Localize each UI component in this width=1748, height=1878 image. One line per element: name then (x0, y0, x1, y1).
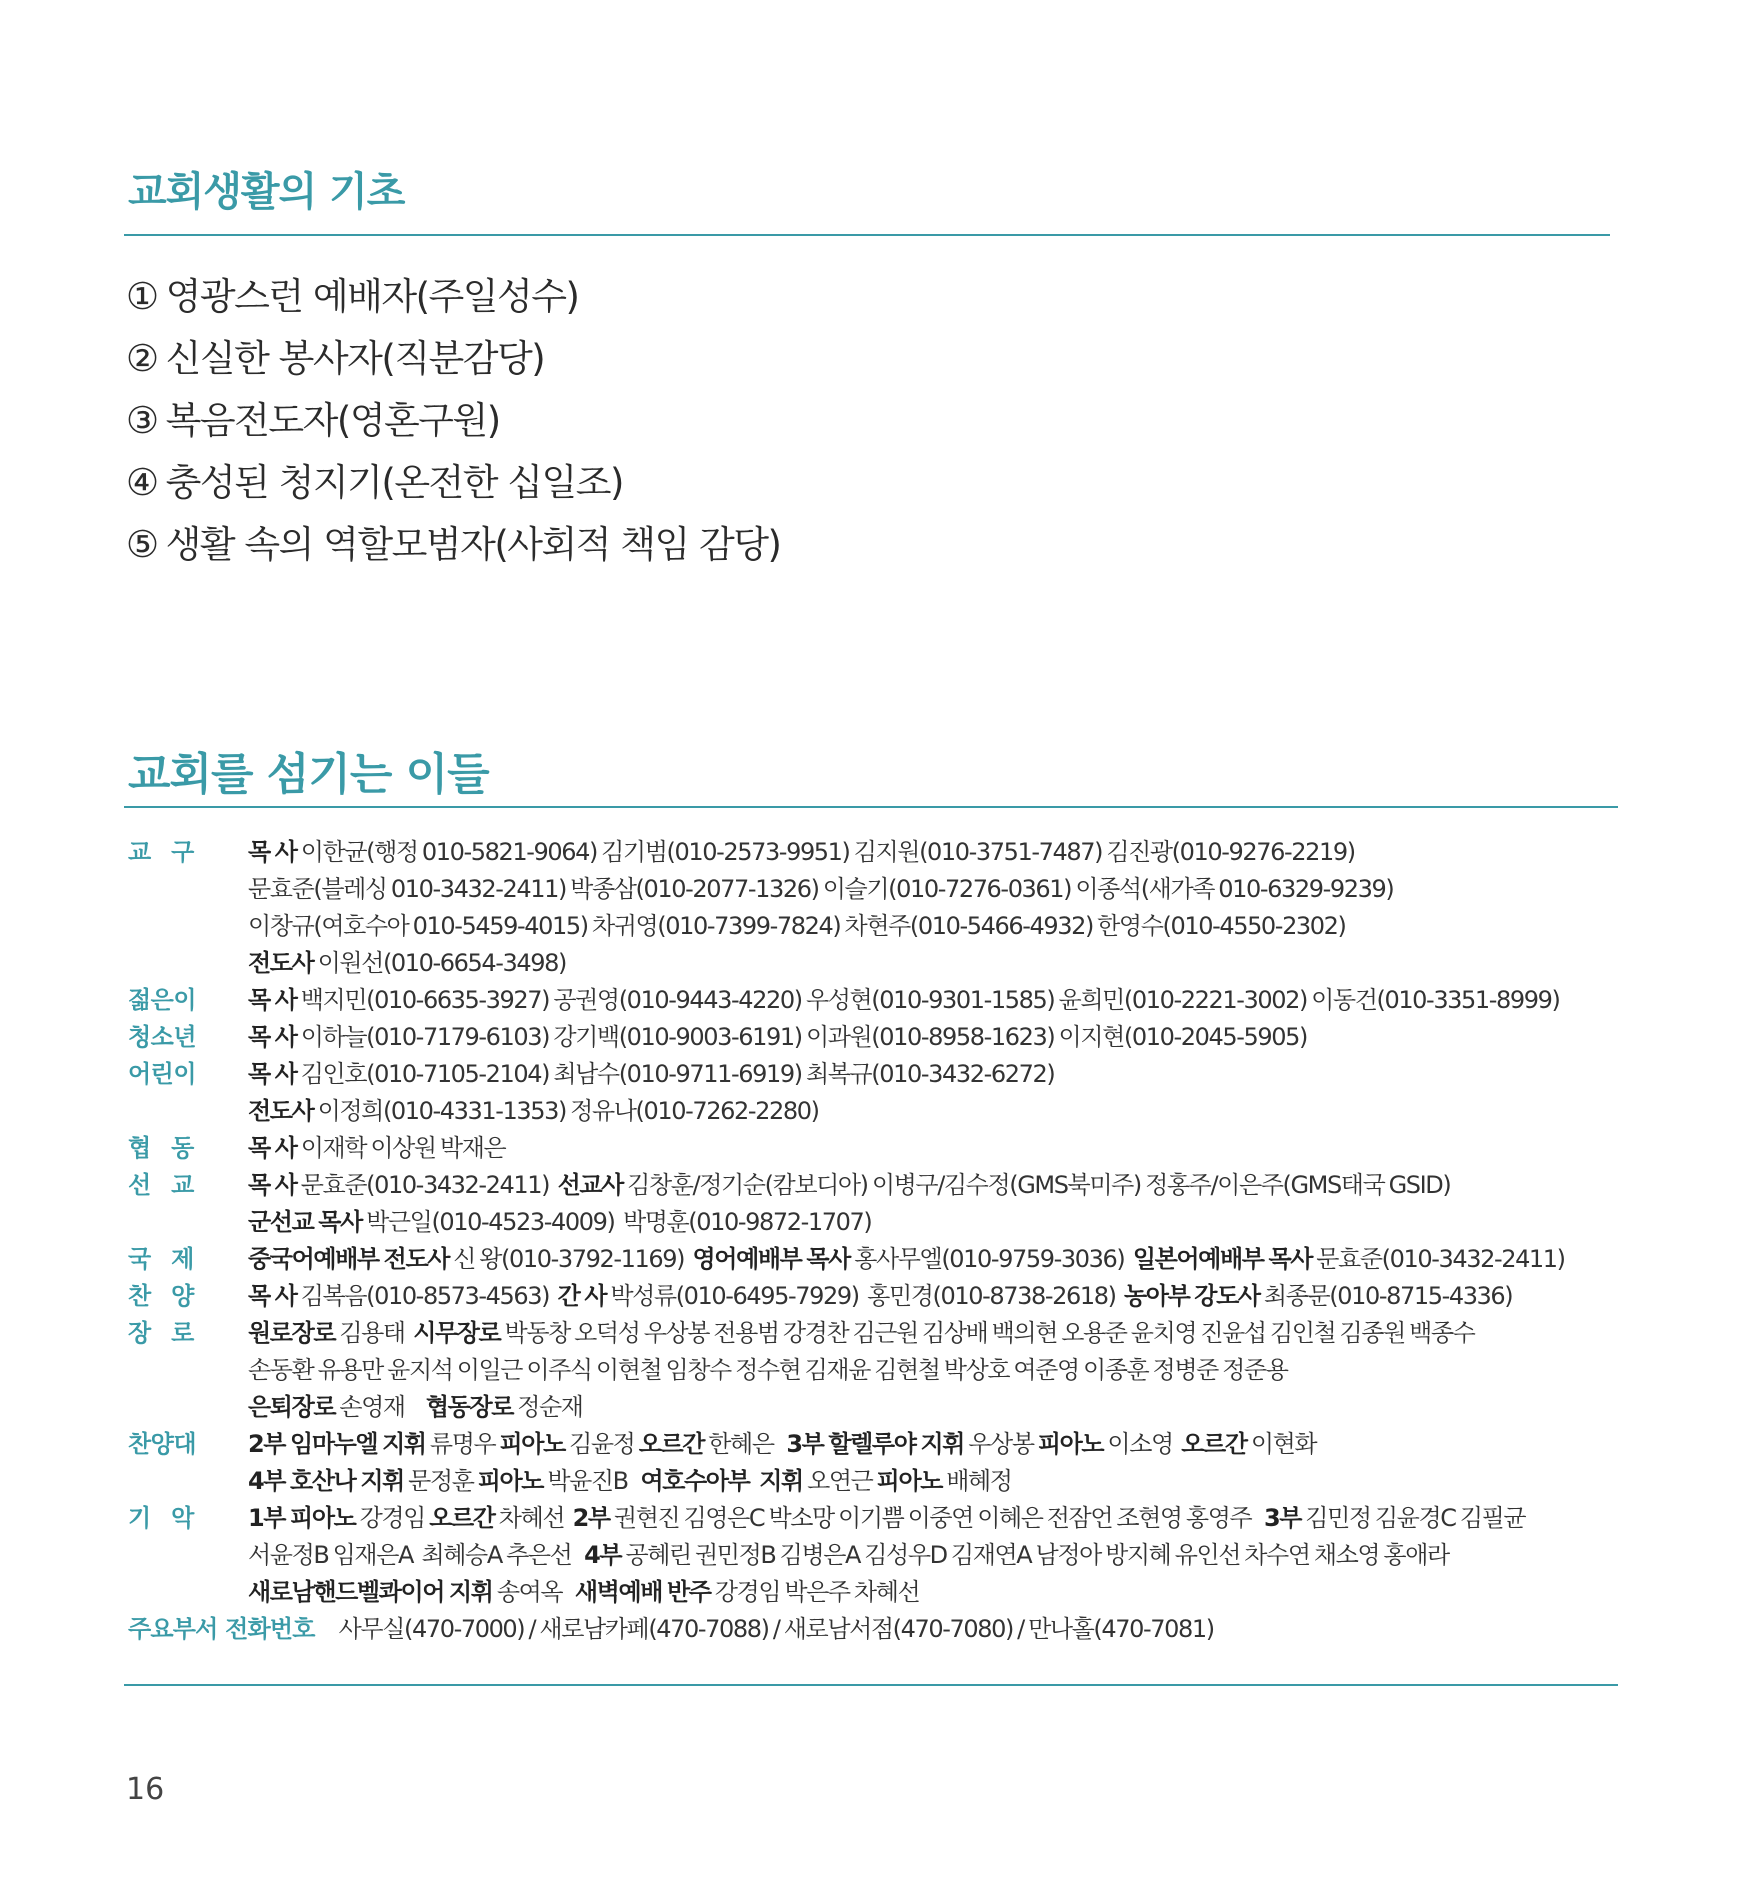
member-names: 신 왕(010-3792-1169) (449, 1245, 693, 1273)
roster-lines (248, 1315, 1628, 1426)
member-names: 우상봉 (964, 1430, 1038, 1458)
basics-list (126, 266, 780, 576)
roster-line (248, 1019, 1628, 1056)
roster-line (248, 1574, 1628, 1611)
member-names: 김용태 (335, 1319, 414, 1347)
role-label: 2부 임마누엘 지휘 (248, 1430, 426, 1458)
member-names: 강경임 박은주 차혜선 (710, 1578, 920, 1606)
member-names: 이한균(행정 010-5821-9064) 김기범(010-2573-9951) 김지원(010-3751-7487) 김진광(010-9276-2219) (296, 838, 1355, 866)
role-label: 3부 (1263, 1504, 1302, 1532)
roster-row (128, 1130, 1628, 1167)
roster-line (248, 982, 1628, 1019)
basics-item (126, 452, 780, 514)
role-label: 피아노 (876, 1467, 943, 1495)
servants-roster (128, 834, 1628, 1648)
basics-item-text: 신실한 봉사자(직분감당) (165, 337, 545, 380)
roster-category: 찬양 (128, 1282, 215, 1310)
roster-lines (248, 1278, 1628, 1315)
basics-item-text: 충성된 청지기(온전한 십일조) (165, 461, 623, 504)
role-label: 1부 피아노 (248, 1504, 356, 1532)
roster-category: 장로 (128, 1319, 215, 1347)
role-label: 전도사 (248, 949, 314, 977)
roster-row (128, 1167, 1628, 1241)
role-label: 목 사 (248, 1282, 297, 1310)
roster-line (248, 1278, 1628, 1315)
role-label: 간 사 (557, 1282, 607, 1310)
roster-line (248, 908, 1628, 945)
roster-lines (248, 1019, 1628, 1056)
roster-row (128, 1241, 1628, 1278)
role-label: 오르간 (638, 1430, 705, 1458)
servants-divider-bottom (124, 1684, 1618, 1686)
role-label: 전도사 (248, 1097, 314, 1125)
role-label: 목 사 (248, 1023, 297, 1051)
roster-category: 기악 (128, 1504, 215, 1532)
member-names: 문정훈 (403, 1467, 478, 1495)
role-label: 원로장로 (248, 1319, 336, 1347)
roster-line (248, 1426, 1628, 1463)
roster-lines (248, 1056, 1628, 1130)
roster-category: 협동 (128, 1134, 215, 1162)
member-names: 정순재 (513, 1393, 583, 1421)
member-names: 문효준(010-3432-2411) (1312, 1245, 1565, 1273)
role-label: 피아노 (1037, 1430, 1104, 1458)
roster-category: 찬양대 (128, 1430, 197, 1458)
roster-line (248, 945, 1628, 982)
roster-category: 선교 (128, 1171, 215, 1199)
member-names: 김복음(010-8573-4563) (296, 1282, 558, 1310)
basics-item (126, 514, 780, 576)
basics-item-number: ② (126, 337, 158, 380)
role-label: 목 사 (248, 1134, 297, 1162)
roster-category: 청소년 (128, 1023, 197, 1051)
member-names: 최종문(010-8715-4336) (1259, 1282, 1513, 1310)
roster-line (248, 1241, 1628, 1278)
roster-row (128, 1426, 1628, 1500)
roster-row (128, 1019, 1628, 1056)
roster-lines (248, 1500, 1628, 1611)
roster-row (128, 1056, 1628, 1130)
basics-item-number: ① (126, 275, 158, 318)
servants-divider-top (124, 806, 1618, 808)
role-label: 목 사 (248, 838, 297, 866)
basics-item (126, 266, 780, 328)
member-names: 김인호(010-7105-2104) 최남수(010-9711-6919) 최복규(010-3432-6272) (296, 1060, 1055, 1088)
roster-lines (248, 1426, 1628, 1500)
roster-line (248, 1167, 1628, 1204)
role-label: 오르간 (429, 1504, 495, 1532)
basics-item-text: 복음전도자(영혼구원) (165, 399, 500, 442)
basics-divider (124, 234, 1610, 236)
roster-lines (248, 1167, 1628, 1241)
roster-line (248, 1352, 1628, 1389)
member-names: 이현화 (1246, 1430, 1317, 1458)
member-names: 서윤정B 임재은A 최혜승A 추은선 (248, 1541, 585, 1569)
basics-title: 교회생활의 기초 (128, 169, 405, 215)
role-label: 새벽예배 반주 (574, 1578, 711, 1606)
roster-line (248, 1093, 1628, 1130)
basics-item-number: ③ (126, 399, 158, 442)
member-names: 류명우 (425, 1430, 500, 1458)
member-names: 강경임 (355, 1504, 430, 1532)
role-label: 목 사 (248, 1060, 297, 1088)
roster-row (128, 1500, 1628, 1611)
member-names: 백지민(010-6635-3927) 공권영(010-9443-4220) 우성현(010-9301-1585) 윤희민(010-2221-3002) 이동건(010-3351-8999) (296, 986, 1560, 1014)
basics-item-number: ④ (126, 461, 158, 504)
member-names: 문효준(010-3432-2411) (296, 1171, 558, 1199)
roster-row (128, 982, 1628, 1019)
page-number: 16 (126, 1772, 165, 1807)
member-names: 이소영 (1103, 1430, 1182, 1458)
member-names: 김윤정 (564, 1430, 639, 1458)
member-names: 김민정 김윤경C 김필균 (1301, 1504, 1526, 1532)
member-names: 이정희(010-4331-1353) 정유나(010-7262-2280) (313, 1097, 819, 1125)
role-label: 선교사 (557, 1171, 623, 1199)
basics-item-text: 생활 속의 역할모범자(사회적 책임 감당) (165, 523, 781, 566)
roster-row (128, 834, 1628, 982)
phone-numbers: 사무실(470-7000) / 새로남카페(470-7088) / 새로남서점(470-7080) / 만나홀(470-7081) (338, 1615, 1214, 1643)
role-label: 2부 (572, 1504, 610, 1532)
member-names: 이창규(여호수아 010-5459-4015) 차귀영(010-7399-7824) 차현주(010-5466-4932) 한영수(010-4550-2302) (248, 912, 1346, 940)
role-label: 협동장로 (425, 1393, 514, 1421)
member-names: 홍사무엘(010-9759-3036) (849, 1245, 1133, 1273)
role-label: 일본어예배부 목사 (1132, 1245, 1313, 1273)
basics-item-number: ⑤ (126, 523, 158, 566)
role-label: 4부 호산나 지휘 (248, 1467, 404, 1495)
member-names: 이하늘(010-7179-6103) 강기백(010-9003-6191) 이과원(010-8958-1623) 이지현(010-2045-5905) (296, 1023, 1307, 1051)
role-label: 군선교 목사 (248, 1208, 362, 1236)
member-names: 공혜린 권민정B 김병은A 김성우D 김재연A 남정아 방지혜 유인선 차수연 채소영 홍애라 (621, 1541, 1449, 1569)
member-names: 박근일(010-4523-4009) 박명훈(010-9872-1707) (361, 1208, 872, 1236)
roster-line (248, 1130, 1628, 1167)
role-label: 영어예배부 목사 (692, 1245, 850, 1273)
member-names: 이재학 이상원 박재은 (296, 1134, 506, 1162)
roster-category: 어린이 (128, 1060, 197, 1088)
roster-line (248, 1389, 1628, 1426)
role-label: 4부 (584, 1541, 622, 1569)
member-names: 박성류(010-6495-7929) 홍민경(010-8738-2618) (606, 1282, 1124, 1310)
roster-row (128, 1315, 1628, 1426)
role-label: 3부 할렐루야 지휘 (786, 1430, 965, 1458)
servants-title: 교회를 섬기는 이들 (128, 749, 489, 800)
member-names: 박윤진B (543, 1467, 641, 1495)
roster-category: 젊은이 (128, 986, 197, 1014)
roster-category: 교구 (128, 838, 215, 866)
basics-item-text: 영광스런 예배자(주일성수) (165, 275, 579, 318)
role-label: 목 사 (248, 1171, 297, 1199)
member-names: 오연근 (802, 1467, 877, 1495)
member-names: 문효준(블레싱 010-3432-2411) 박종삼(010-2077-1326) 이슬기(010-7276-0361) 이종석(새가족 010-6329-9239) (248, 875, 1394, 903)
member-names: 이원선(010-6654-3498) (313, 949, 566, 977)
roster-row (128, 1278, 1628, 1315)
roster-lines (248, 982, 1628, 1019)
phone-row (128, 1611, 1628, 1648)
member-names: 손영재 (335, 1393, 426, 1421)
roster-line (248, 1204, 1628, 1241)
roster-line (248, 1537, 1628, 1574)
roster-line (248, 1056, 1628, 1093)
role-label: 피아노 (477, 1467, 544, 1495)
member-names: 배혜정 (942, 1467, 1012, 1495)
role-label: 농아부 강도사 (1124, 1282, 1260, 1310)
member-names: 차혜선 (494, 1504, 573, 1532)
member-names: 송여옥 (492, 1578, 575, 1606)
role-label: 피아노 (499, 1430, 565, 1458)
roster-line (248, 1500, 1628, 1537)
basics-item (126, 328, 780, 390)
roster-line (248, 1463, 1628, 1500)
roster-lines (248, 1241, 1628, 1278)
member-names: 손동환 유용만 윤지석 이일근 이주식 이현철 임창수 정수현 김재윤 김현철 박상호 여준영 이종훈 정병준 정준용 (248, 1356, 1288, 1384)
roster-line (248, 834, 1628, 871)
role-label: 중국어예배부 전도사 (248, 1245, 450, 1273)
member-names: 권현진 김영은C 박소망 이기쁨 이중연 이혜은 전잠언 조현영 홍영주 (609, 1504, 1264, 1532)
role-label: 시무장로 (413, 1319, 501, 1347)
roster-category: 국제 (128, 1245, 215, 1273)
role-label: 오르간 (1181, 1430, 1247, 1458)
basics-item (126, 390, 780, 452)
role-label: 여호수아부 지휘 (640, 1467, 803, 1495)
roster-line (248, 1315, 1628, 1352)
role-label: 목 사 (248, 986, 297, 1014)
roster-line (248, 871, 1628, 908)
phone-label: 주요부서 전화번호 (128, 1615, 315, 1643)
member-names: 박동창 오덕성 우상봉 전용범 강경찬 김근원 김상배 백의현 오용준 윤치영 진윤섭 김인철 김종원 백종수 (500, 1319, 1475, 1347)
role-label: 은퇴장로 (248, 1393, 336, 1421)
member-names: 한혜은 (704, 1430, 787, 1458)
roster-lines (248, 834, 1628, 982)
roster-lines (248, 1130, 1628, 1167)
role-label: 새로남핸드벨콰이어 지휘 (248, 1578, 493, 1606)
member-names: 김창훈/정기순(캄보디아) 이병구/김수정(GMS북미주) 정홍주/이은주(GMS태국 GSID) (622, 1171, 1451, 1199)
